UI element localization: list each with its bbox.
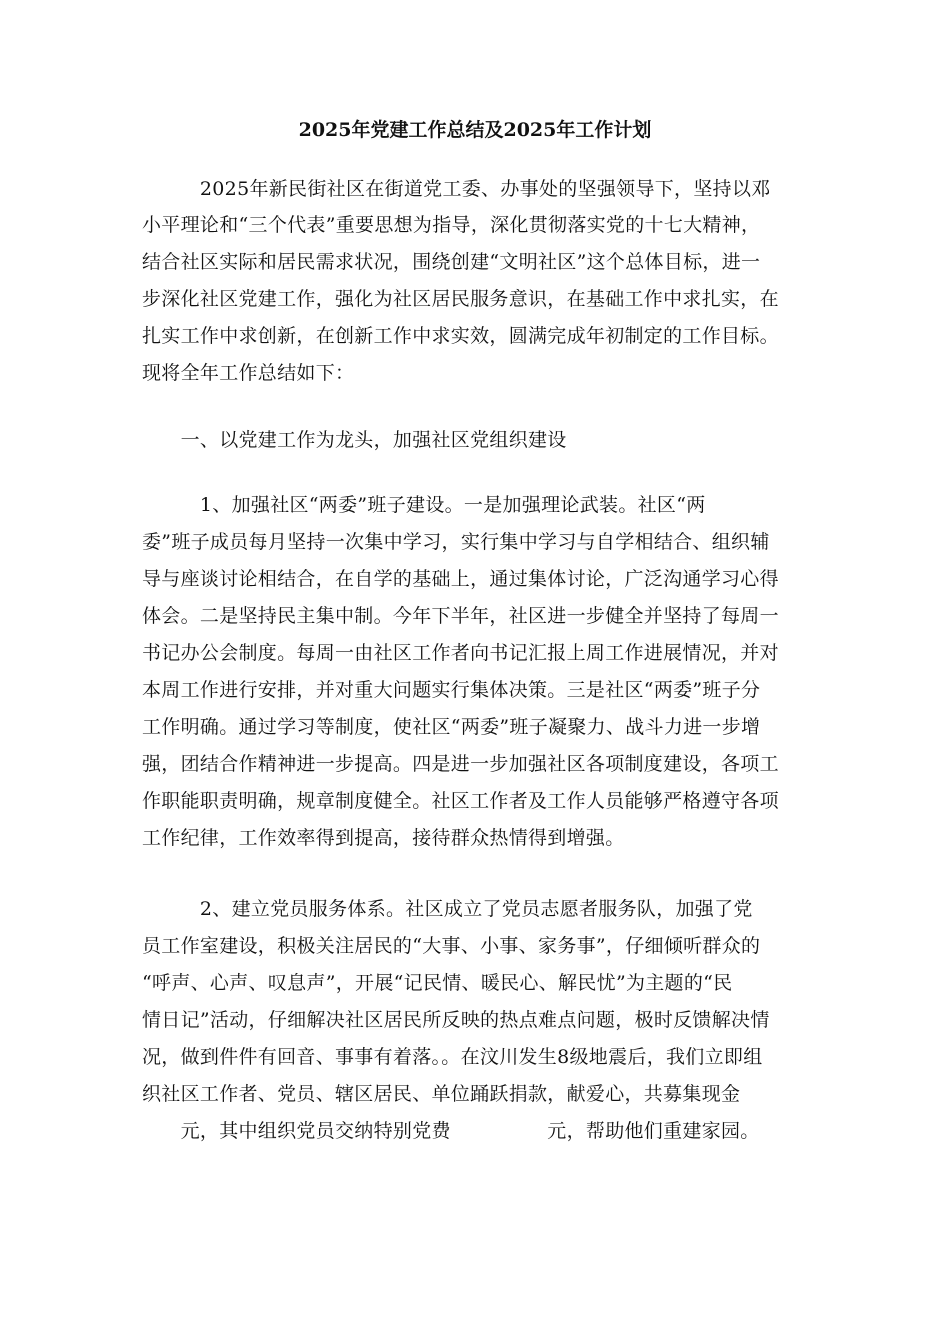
paragraph-line: 现将全年工作总结如下： (142, 362, 355, 384)
paragraph-line: 小平理论和“三个代表”重要思想为指导，深化贯彻落实党的十七大精神， (142, 214, 761, 236)
paragraph-line: 工作明确。通过学习等制度，使社区“两委”班子凝聚力、战斗力进一步增 (142, 716, 761, 738)
paragraph-line: 作职能职责明确，规章制度健全。社区工作者及工作人员能够严格遵守各项 (142, 790, 779, 812)
document-title: 2025年党建工作总结及2025年工作计划 (298, 119, 652, 141)
paragraph-line: 织社区工作者、党员、辖区居民、单位踊跃捐款，献爱心，共募集现金 (142, 1083, 741, 1105)
paragraph-line: 书记办公会制度。每周一由社区工作者向书记汇报上周工作进展情况，并对 (142, 642, 779, 664)
section-heading: 一、以党建工作为龙头，加强社区党组织建设 (142, 429, 567, 451)
paragraph-line: 强，团结合作精神进一步提高。四是进一步加强社区各项制度建设，各项工 (142, 753, 779, 775)
paragraph-line: 委”班子成员每月坚持一次集中学习，实行集中学习与自学相结合、组织辅 (142, 531, 770, 553)
paragraph-line: 情日记”活动，仔细解决社区居民所反映的热点难点问题，极时反馈解决情 (142, 1009, 770, 1031)
paragraph-line: “呼声、心声、叹息声”，开展“记民情、暖民心、解民忧”为主题的“民 (142, 972, 733, 994)
paragraph-line: 体会。二是坚持民主集中制。今年下半年，社区进一步健全并坚持了每周一 (142, 605, 779, 627)
paragraph-line: 2、建立党员服务体系。社区成立了党员志愿者服务队，加强了党 (142, 898, 753, 920)
paragraph-line: 2025年新民街社区在街道党工委、办事处的坚强领导下，坚持以邓 (142, 178, 771, 200)
paragraph-line: 扎实工作中求创新，在创新工作中求实效，圆满完成年初制定的工作目标。 (142, 325, 779, 347)
paragraph-line: 况，做到件件有回音、事事有着落。。在汶川发生8级地震后，我们立即组 (142, 1046, 763, 1068)
paragraph-line: 元，其中组织党员交纳特别党费 元，帮助他们重建家园。 (142, 1120, 760, 1142)
paragraph-line: 工作纪律，工作效率得到提高，接待群众热情得到增强。 (142, 827, 625, 849)
paragraph-line: 1、加强社区“两委”班子建设。一是加强理论武装。社区“两 (142, 494, 706, 516)
paragraph-line: 导与座谈讨论相结合，在自学的基础上，通过集体讨论，广泛沟通学习心得 (142, 568, 779, 590)
paragraph-line: 步深化社区党建工作，强化为社区居民服务意识，在基础工作中求扎实，在 (142, 288, 779, 310)
paragraph-line: 员工作室建设，积极关注居民的“大事、小事、家务事”，仔细倾听群众的 (142, 935, 761, 957)
paragraph-line: 本周工作进行安排，并对重大问题实行集体决策。三是社区“两委”班子分 (142, 679, 761, 701)
paragraph-line: 结合社区实际和居民需求状况，围绕创建“文明社区”这个总体目标，进一 (142, 251, 761, 273)
